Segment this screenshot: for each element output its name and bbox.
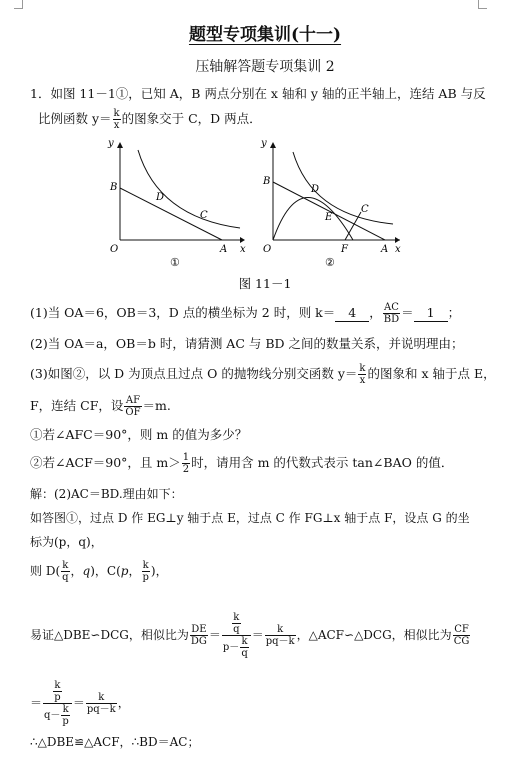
fig1-label-a: A <box>220 244 228 255</box>
problem-intro-line1: 1．如图 11－1①，已知 A，B 两点分别在 x 轴和 y 轴的正半轴上，连结 AB 与反 <box>30 86 486 101</box>
fig2-label-o: O <box>263 244 272 255</box>
corner-mark-left <box>14 0 23 9</box>
fig2-y-arrow <box>270 142 276 148</box>
fig2-label-y: y <box>261 138 267 149</box>
fig1-label-c: C <box>200 210 208 221</box>
figure-2 <box>255 140 405 270</box>
page-title: 题型专项集训(十一) <box>188 25 342 45</box>
fig2-label-c: C <box>361 204 369 215</box>
question-3-line1: (3)如图②，以 D 为顶点且过点 O 的抛物线分别交函数 y＝ $\frac{k}{x}$ 的图象和 x 轴于点 E， <box>30 363 496 386</box>
solution-line1: 解：(2)AC＝BD.理由如下： <box>30 487 183 501</box>
fig1-x-arrow <box>240 237 245 243</box>
fig1-label-o: O <box>110 244 119 255</box>
question-3a: ①若∠AFC＝90°，则 m 的值为多少？ <box>30 427 248 442</box>
corner-mark-right <box>478 0 487 9</box>
fig2-parabola <box>273 198 353 241</box>
figure-1 <box>100 140 245 270</box>
fig1-number: ① <box>170 256 180 269</box>
question-2: (2)当 OA＝a，OB＝b 时，请猜测 AC 与 BD 之间的数量关系，并说明理由； <box>30 336 464 351</box>
page-subtitle: 压轴解答题专项集训 2 <box>195 59 335 75</box>
fig2-label-b: B <box>263 176 271 187</box>
fig2-label-f: F <box>341 244 348 255</box>
solution-line7: ∴△DBE≌△ACF，∴BD＝AC； <box>30 735 200 749</box>
fig2-x-arrow <box>395 237 400 243</box>
solution-line6: ＝ $\frac{k}{p}$ q－ $\frac{k}{p}$ ＝ $\frac{k}{pq-k}$ ， <box>30 680 130 727</box>
fig1-label-x: x <box>240 244 246 255</box>
fig1-label-y: y <box>108 138 114 149</box>
fig2-label-x: x <box>395 244 401 255</box>
fig1-hyperbola <box>138 150 240 228</box>
solution-line3: 标为(p，q)， <box>30 535 103 549</box>
question-3-line2: F，连结 CF，设 $\frac{AF}{OF}$ ＝m. <box>30 395 171 418</box>
fig2-number: ② <box>325 256 335 269</box>
solution-line2: 如答图①，过点 D 作 EG⊥y 轴于点 E，过点 C 作 FG⊥x 轴于点 F，设点 G 的坐 <box>30 511 470 525</box>
fig2-label-e: E <box>325 212 333 223</box>
answer-k: 4 <box>335 305 369 322</box>
problem-intro-line2: 比例函数 y＝ $\frac{k}{x}$ 的图象交于 C，D 两点． <box>38 108 262 131</box>
question-1: (1)当 OA＝6，OB＝3，D 点的横坐标为 2 时，则 k＝ 4 ， $\frac{AC}{BD}$ ＝ 1 ； <box>30 302 461 325</box>
answer-ratio: 1 <box>414 305 448 322</box>
solution-line4: 则 D( $\frac{k}{q}$ ，q)，C(p， $\frac{k}{p}$ )， <box>30 560 168 583</box>
fig2-label-d: D <box>311 184 320 195</box>
fig1-y-arrow <box>117 142 123 148</box>
solution-line5: 易证△DBE∽DCG，相似比为 $\frac{DE}{DG}$ ＝ $\frac{k}{q}$ p－ $\frac{k}{q}$ ＝ $\frac{k}{pq-k}$ ，△ACF∽△DCG，相似比为 $\frac{CF}{CG}$ <box>30 612 470 659</box>
fig2-hyperbola <box>293 152 393 224</box>
fig1-label-b: B <box>110 182 118 193</box>
question-3b: ②若∠ACF＝90°，且 m＞ $\frac{1}{2}$ 时，请用含 m 的代数式表示 tan∠BAO 的值． <box>30 452 454 475</box>
fig1-label-d: D <box>156 192 165 203</box>
figure-caption: 图 11－1 <box>238 276 292 291</box>
fig2-label-a: A <box>381 244 389 255</box>
